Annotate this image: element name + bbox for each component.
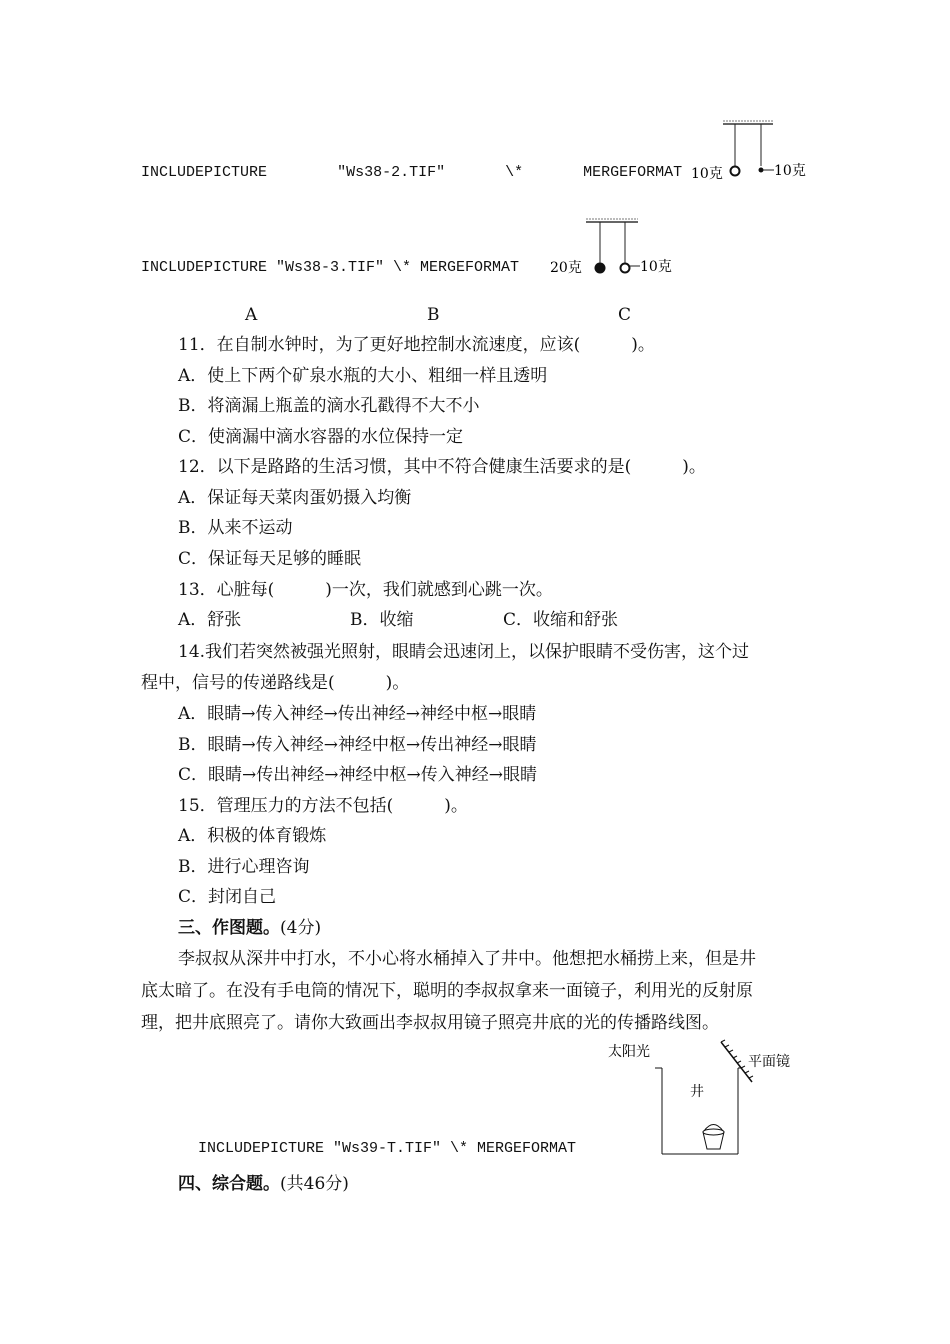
question-11-option-a: A．使上下两个矿泉水瓶的大小、粗细一样且透明 [178,366,548,386]
question-14-stem-line-1: 14.我们若突然被强光照射，眼睛会迅速闭上，以保护眼睛不受伤害，这个过 [178,642,750,662]
bob-solid [595,263,606,274]
option-label-c: C [618,305,632,325]
include-field-1 [141,161,682,185]
section-4-heading [178,1172,349,1196]
question-15-option-b: B．进行心理咨询 [178,857,310,877]
section-3-heading [178,916,321,940]
question-13-option-c: C．收缩和舒张 [503,610,619,630]
bob-hollow [731,167,740,176]
section-3-paragraph-line-2: 底太暗了。在没有手电筒的情况下，聪明的李叔叔拿来一面镜子，利用光的反射原 [141,981,753,1001]
question-12-option-a: A．保证每天菜肉蛋奶摄入均衡 [178,488,412,508]
section-3-title: 三、作图题。 [178,918,280,938]
section-3-score: (4分) [280,918,322,938]
question-13-option-b: B．收缩 [350,610,414,630]
label-left: 10克 [691,166,723,182]
sunlight-label: 太阳光 [608,1044,650,1060]
bucket-icon [703,1125,724,1150]
question-12-option-b: B．从来不运动 [178,518,293,538]
label-right: 10克 [774,163,806,179]
bob-solid [759,168,764,173]
include-format: MERGEFORMAT [583,164,683,181]
question-15-option-c: C．封闭自己 [178,887,277,907]
question-14-option-a: A．眼睛→传入神经→传出神经→神经中枢→眼睛 [178,704,537,724]
well [655,1068,742,1154]
question-13-stem: 13．心脏每( )一次，我们就感到心跳一次。 [178,580,553,600]
well-mirror-figure [600,1034,815,1159]
bob-hollow [621,264,630,273]
question-14-option-c: C．眼睛→传出神经→神经中枢→传入神经→眼睛 [178,765,537,785]
question-15-option-a: A．积极的体育锻炼 [178,826,327,846]
include-file: "Ws38-2.TIF" [337,164,446,181]
well-label: 井 [690,1084,704,1100]
question-12-option-c: C．保证每天足够的睡眠 [178,549,362,569]
question-12-stem: 12．以下是路路的生活习惯，其中不符合健康生活要求的是( )。 [178,457,706,477]
label-right: 10克 [640,259,672,275]
section-3-paragraph-line-1: 李叔叔从深井中打水，不小心将水桶掉入了井中。他想把水桶捞上来，但是井 [178,949,756,969]
mirror-label: 平面镜 [748,1054,790,1070]
label-left: 20克 [550,260,582,276]
pendulum-figure-a [688,118,818,188]
pendulum-figure-b [548,215,683,285]
question-11-option-b: B．将滴漏上瓶盖的滴水孔戳得不大不小 [178,396,480,416]
question-14-stem-line-2: 程中，信号的传递路线是( )。 [141,673,410,693]
include-cmd: INCLUDEPICTURE [141,164,268,181]
option-label-a: A [245,305,258,325]
question-15-stem: 15．管理压力的方法不包括( )。 [178,796,468,816]
question-13-option-a: A．舒张 [178,610,242,630]
section-4-score: (共46分) [280,1174,349,1194]
include-field-2: INCLUDEPICTURE "Ws38-3.TIF" \* MERGEFORMAT [141,259,520,276]
question-14-option-b: B．眼睛→传入神经→神经中枢→传出神经→眼睛 [178,735,537,755]
question-11-option-c: C．使滴漏中滴水容器的水位保持一定 [178,427,464,447]
include-switch: \* [505,164,524,181]
include-field-3: INCLUDEPICTURE "Ws39-T.TIF" \* MERGEFORMAT [198,1140,577,1157]
section-4-title: 四、综合题。 [178,1174,280,1194]
question-11-stem: 11．在自制水钟时，为了更好地控制水流速度，应该( )。 [178,335,655,355]
option-label-b: B [427,305,440,325]
section-3-paragraph-line-3: 理，把井底照亮了。请你大致画出李叔叔用镜子照亮井底的光的传播路线图。 [141,1013,719,1033]
